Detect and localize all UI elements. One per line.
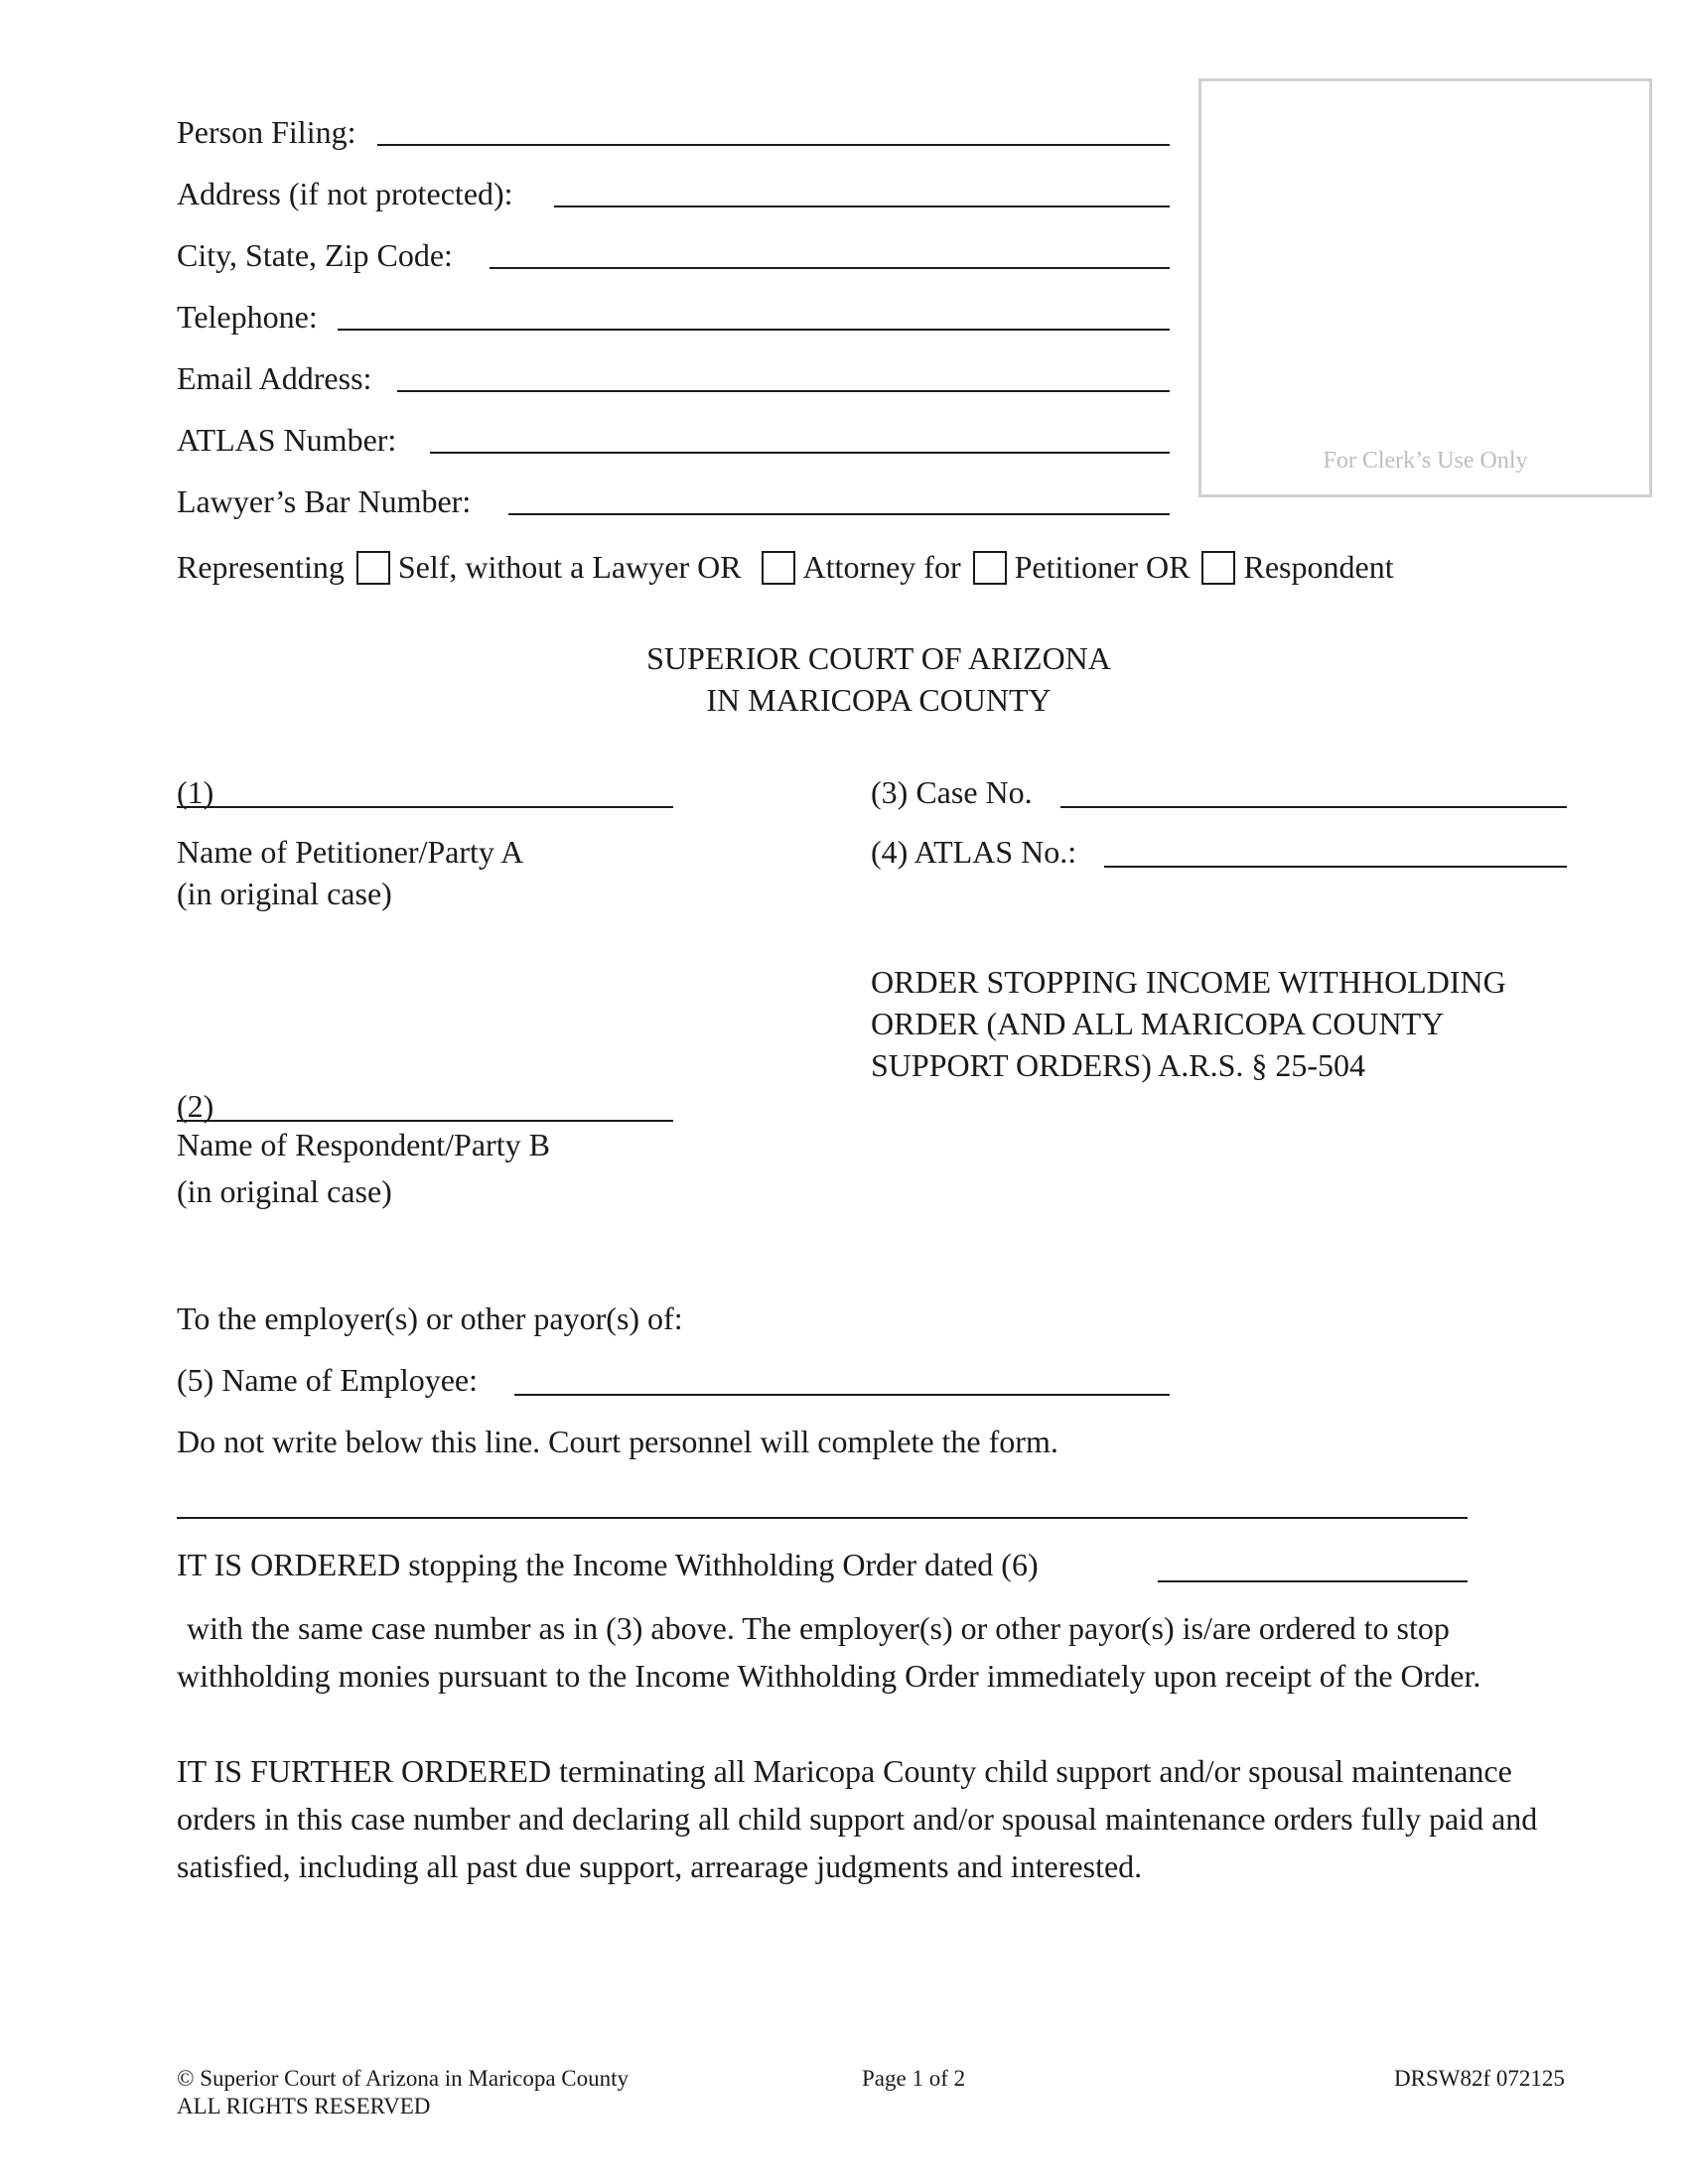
- petitioner-number: (1): [177, 774, 214, 810]
- divider-line: [177, 1517, 1468, 1519]
- petitioner-name-field[interactable]: [177, 806, 673, 808]
- representing-label: Representing: [177, 549, 345, 585]
- court-line-2: IN MARICOPA COUNTY: [706, 682, 1052, 718]
- court-instruction: Do not write below this line. Court personnel will complete the form.: [177, 1424, 1058, 1459]
- ordered-text: IT IS ORDERED stopping the Income Withholding Order dated (6): [177, 1547, 1039, 1582]
- employee-name-field[interactable]: [514, 1394, 1170, 1396]
- atlas-number-field[interactable]: [430, 452, 1170, 454]
- respondent-checkbox[interactable]: [1201, 551, 1235, 585]
- employer-intro: To the employer(s) or other payor(s) of:: [177, 1300, 683, 1336]
- atlas-no-field[interactable]: [1104, 866, 1567, 868]
- petitioner-option-label: Petitioner OR: [1014, 549, 1191, 585]
- petitioner-label: Name of Petitioner/Party A: [177, 834, 524, 870]
- person-filing-field[interactable]: [377, 144, 1170, 146]
- bar-number-label: Lawyer’s Bar Number:: [177, 483, 472, 519]
- order-date-field[interactable]: [1158, 1580, 1468, 1582]
- order-title: [871, 961, 1506, 1086]
- telephone-field[interactable]: [338, 329, 1170, 331]
- employee-name-label: (5) Name of Employee:: [177, 1362, 478, 1398]
- petitioner-checkbox[interactable]: [973, 551, 1007, 585]
- atlas-number-label: ATLAS Number:: [177, 422, 397, 458]
- copyright-text: © Superior Court of Arizona in Maricopa County: [177, 2066, 630, 2091]
- case-number-field[interactable]: [1060, 806, 1567, 808]
- case-number-label: (3) Case No.: [871, 774, 1033, 810]
- telephone-label: Telephone:: [177, 299, 318, 335]
- court-name: [0, 637, 1688, 721]
- order-title-line-1: ORDER STOPPING INCOME WITHHOLDING: [871, 964, 1506, 1000]
- email-field[interactable]: [397, 390, 1170, 392]
- address-field[interactable]: [554, 205, 1170, 207]
- self-option-label: Self, without a Lawyer OR: [397, 549, 742, 585]
- self-checkbox[interactable]: [356, 551, 390, 585]
- form-id: DRSW82f 072125: [1394, 2066, 1565, 2091]
- atlas-no-label: (4) ATLAS No.:: [871, 834, 1077, 870]
- page-number: Page 1 of 2: [862, 2066, 966, 2091]
- respondent-option-label: Respondent: [1243, 549, 1394, 585]
- address-label: Address (if not protected):: [177, 176, 513, 211]
- respondent-number: (2): [177, 1088, 214, 1124]
- city-state-zip-label: City, State, Zip Code:: [177, 237, 453, 273]
- attorney-option-label: Attorney for: [802, 549, 961, 585]
- attorney-checkbox[interactable]: [762, 551, 795, 585]
- person-filing-label: Person Filing:: [177, 114, 356, 150]
- respondent-sublabel: (in original case): [177, 1173, 392, 1209]
- footer-copyright: [177, 2065, 629, 2120]
- city-state-zip-field[interactable]: [490, 267, 1170, 269]
- representing-row: [177, 551, 1394, 585]
- order-title-line-3: SUPPORT ORDERS) A.R.S. § 25-504: [871, 1047, 1366, 1083]
- order-title-line-2: ORDER (AND ALL MARICOPA COUNTY: [871, 1006, 1445, 1041]
- petitioner-sublabel: (in original case): [177, 876, 392, 911]
- order-body: with the same case number as in (3) above. The employer(s) or other payor(s) is/are ordered to stop withholding monies pursuant to the Income Withholding Order immediately upon receipt of the Order.: [177, 1610, 1481, 1694]
- further-order: IT IS FURTHER ORDERED terminating all Maricopa County child support and/or spousal maintenance orders in this case number and declaring all child support and/or spousal maintenance orders fully paid and satisfied, including all past due support, arrearage judgments and interested.: [177, 1753, 1538, 1884]
- clerk-use-box: [1198, 78, 1652, 497]
- court-line-1: SUPERIOR COURT OF ARIZONA: [646, 640, 1111, 676]
- email-label: Email Address:: [177, 360, 372, 396]
- respondent-name-field[interactable]: [177, 1120, 673, 1122]
- clerk-use-label: For Clerk’s Use Only: [1323, 448, 1528, 474]
- bar-number-field[interactable]: [508, 513, 1170, 515]
- respondent-label: Name of Respondent/Party B: [177, 1127, 550, 1162]
- rights-text: ALL RIGHTS RESERVED: [177, 2094, 431, 2118]
